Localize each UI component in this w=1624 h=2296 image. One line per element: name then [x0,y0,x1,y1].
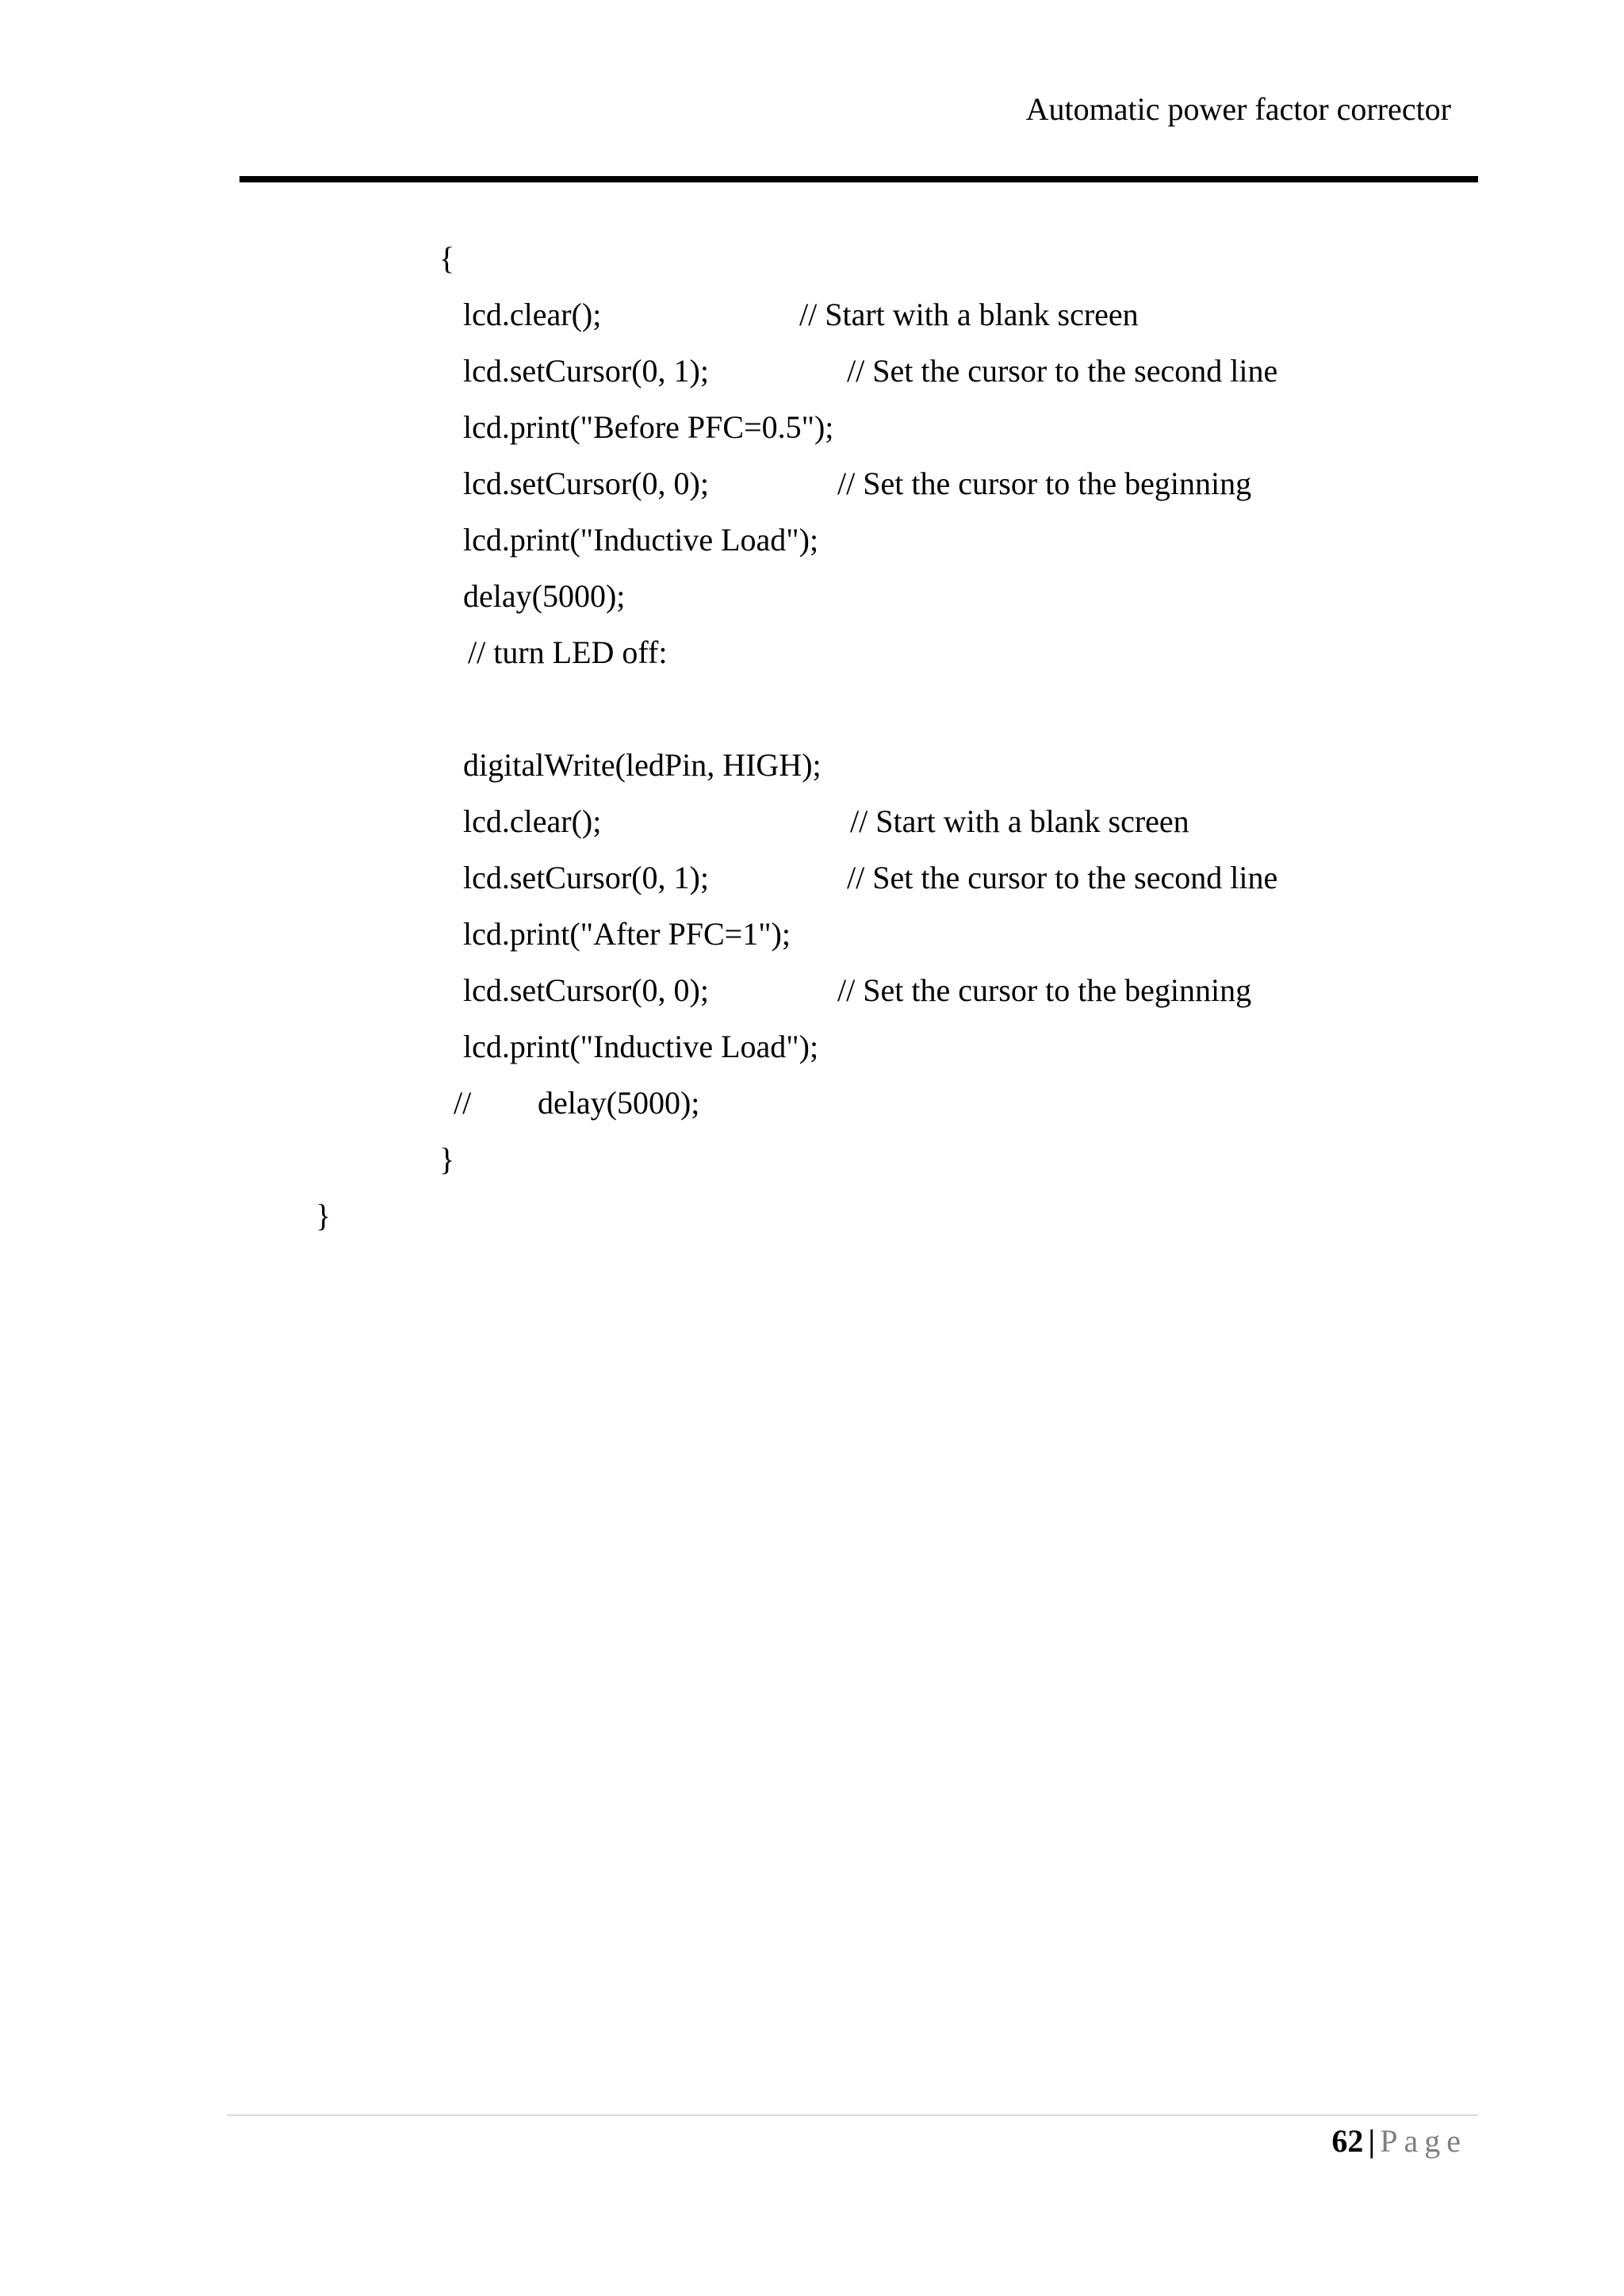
code-line: delay(5000); [463,578,626,614]
code-line: lcd.setCursor(0, 1); [463,353,709,389]
code-line: lcd.setCursor(0, 0); [463,466,709,501]
code-comment: // Start with a blank screen [799,297,1139,332]
code-comment: // Set the cursor to the second line [847,353,1278,389]
page-footer [1331,2114,1467,2165]
page-label: Page [1380,2123,1467,2159]
code-comment: // Set the cursor to the beginning [837,972,1252,1008]
code-line: lcd.setCursor(0, 1); [463,860,709,895]
header-rule [239,176,1478,182]
code-comment: // Start with a blank screen [850,803,1189,839]
code-comment: // Set the cursor to the second line [847,860,1278,895]
code-line: digitalWrite(ledPin, HIGH); [463,747,822,783]
code-comment: // Set the cursor to the beginning [837,466,1252,501]
code-line: lcd.print("Before PFC=0.5"); [463,409,834,445]
code-line: lcd.print("Inductive Load"); [463,522,819,558]
code-close-brace: } [439,1141,455,1177]
code-comment-line: // turn LED off: [468,634,668,670]
code-line: lcd.clear(); [463,803,602,839]
footer-rule [227,2114,1478,2116]
page-header-title: Automatic power factor corrector [1025,91,1451,127]
code-open-brace: { [439,240,455,276]
code-line: lcd.setCursor(0, 0); [463,972,709,1008]
code-comment-prefix: // [454,1085,472,1121]
code-line: lcd.print("Inductive Load"); [463,1029,819,1064]
page-number: 62 [1331,2123,1364,2159]
code-line: delay(5000); [538,1085,700,1121]
footer-separator: | [1368,2123,1376,2159]
code-line: lcd.clear(); [463,297,602,332]
code-close-brace-outer: } [316,1198,331,1233]
code-line: lcd.print("After PFC=1"); [463,916,791,952]
